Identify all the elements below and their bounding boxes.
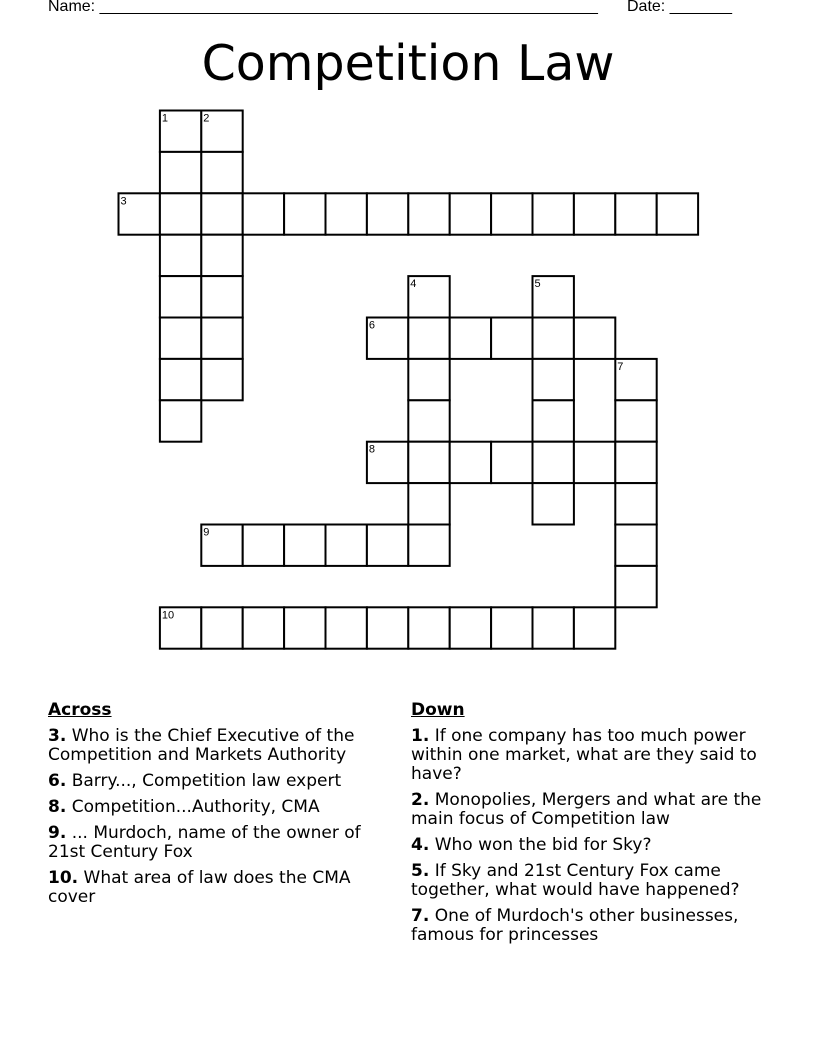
- grid-cell[interactable]: [491, 318, 532, 359]
- grid-cell[interactable]: [284, 607, 325, 648]
- grid-cell[interactable]: [408, 276, 449, 317]
- grid-cell[interactable]: [574, 318, 615, 359]
- down-clue: [411, 791, 766, 829]
- grid-cell[interactable]: [533, 193, 574, 234]
- clue-number: 1.: [411, 726, 430, 746]
- grid-cell[interactable]: [367, 442, 408, 483]
- grid-cell[interactable]: [367, 607, 408, 648]
- grid-cell[interactable]: [574, 442, 615, 483]
- clue-number-label: 4: [410, 278, 417, 291]
- across-clues: [48, 701, 393, 914]
- clue-text: Monopolies, Mergers and what are the main focus of Competition law: [411, 790, 762, 829]
- across-clue: [48, 869, 393, 907]
- clue-text: If Sky and 21st Century Fox came together, what would have happened?: [411, 861, 740, 900]
- grid-cell[interactable]: [408, 607, 449, 648]
- grid-cell[interactable]: [574, 193, 615, 234]
- grid-cell[interactable]: [450, 442, 491, 483]
- clue-number: 9.: [48, 823, 67, 843]
- page-title: Competition Law: [201, 35, 615, 92]
- grid-cell[interactable]: [615, 525, 656, 566]
- grid-cell[interactable]: [533, 276, 574, 317]
- grid-cell[interactable]: [408, 483, 449, 524]
- grid-cell[interactable]: [408, 400, 449, 441]
- grid-cell[interactable]: [615, 566, 656, 607]
- clue-number: 3.: [48, 726, 67, 746]
- grid-cell[interactable]: [408, 442, 449, 483]
- grid-cell[interactable]: [533, 400, 574, 441]
- grid-cell[interactable]: [160, 607, 201, 648]
- grid-cell[interactable]: [533, 359, 574, 400]
- grid-cell[interactable]: [367, 525, 408, 566]
- grid-cell[interactable]: [201, 318, 242, 359]
- grid-cell[interactable]: [408, 525, 449, 566]
- grid-cell[interactable]: [201, 276, 242, 317]
- grid-cell[interactable]: [284, 525, 325, 566]
- across-clue: [48, 772, 393, 791]
- clue-text: Competition...Authority, CMA: [66, 797, 320, 817]
- clue-number: 10.: [48, 868, 79, 888]
- grid-cell[interactable]: [450, 318, 491, 359]
- grid-cell[interactable]: [450, 193, 491, 234]
- clue-text: ... Murdoch, name of the owner of 21st Century Fox: [48, 823, 361, 862]
- grid-cell[interactable]: [533, 318, 574, 359]
- grid-cell[interactable]: [367, 318, 408, 359]
- clue-number: 6.: [48, 771, 67, 791]
- grid-cell[interactable]: [326, 607, 367, 648]
- across-clue: [48, 727, 393, 765]
- grid-cell[interactable]: [615, 442, 656, 483]
- across-heading: Across: [48, 700, 112, 720]
- grid-cell[interactable]: [533, 607, 574, 648]
- across-clue: [48, 798, 393, 817]
- down-heading: Down: [411, 700, 465, 720]
- grid-cell[interactable]: [243, 607, 284, 648]
- grid-cell[interactable]: [160, 152, 201, 193]
- clue-text: Who is the Chief Executive of the Competition and Markets Authority: [48, 726, 355, 765]
- grid-cell[interactable]: [160, 276, 201, 317]
- grid-cell[interactable]: [119, 193, 160, 234]
- clue-number-label: 1: [161, 112, 169, 125]
- grid-cell[interactable]: [201, 235, 242, 276]
- clue-number: 7.: [411, 906, 430, 926]
- clue-number-label: 8: [368, 443, 376, 456]
- grid-cell[interactable]: [160, 235, 201, 276]
- grid-cell[interactable]: [408, 193, 449, 234]
- grid-cell[interactable]: [615, 359, 656, 400]
- grid-cell[interactable]: [615, 193, 656, 234]
- clue-number-label: 3: [120, 195, 127, 208]
- date-line: Date: _______: [627, 0, 732, 15]
- clue-text: What area of law does the CMA cover: [48, 868, 351, 907]
- grid-cell[interactable]: [243, 525, 284, 566]
- grid-cell[interactable]: [657, 193, 698, 234]
- grid-cell[interactable]: [574, 607, 615, 648]
- down-clue: [411, 836, 766, 855]
- clue-number: 8.: [48, 797, 67, 817]
- grid-cell[interactable]: [491, 193, 532, 234]
- clue-number: 4.: [411, 835, 430, 855]
- grid-cell[interactable]: [615, 483, 656, 524]
- clue-text: Barry..., Competition law expert: [66, 771, 342, 791]
- grid-cell[interactable]: [533, 442, 574, 483]
- grid-cell[interactable]: [201, 152, 242, 193]
- clue-number: 2.: [411, 790, 430, 810]
- grid-cell[interactable]: [201, 525, 242, 566]
- clue-text: Who won the bid for Sky?: [429, 835, 652, 855]
- clue-number-label: 2: [203, 112, 210, 125]
- down-clues: [411, 701, 766, 952]
- grid-cell[interactable]: [326, 525, 367, 566]
- clue-number-label: 10: [161, 609, 175, 622]
- down-clue: [411, 907, 766, 945]
- grid-cell[interactable]: [160, 318, 201, 359]
- grid-cell[interactable]: [450, 607, 491, 648]
- grid-cell[interactable]: [243, 193, 284, 234]
- grid-cell[interactable]: [491, 442, 532, 483]
- grid-cell[interactable]: [615, 400, 656, 441]
- grid-cell[interactable]: [160, 111, 201, 152]
- name-line: Name: ________________________________________________________: [48, 0, 598, 15]
- grid-cell[interactable]: [201, 111, 242, 152]
- grid-cell[interactable]: [201, 607, 242, 648]
- down-clue: [411, 862, 766, 900]
- clue-number-label: 6: [368, 319, 376, 332]
- grid-cell[interactable]: [201, 359, 242, 400]
- clue-text: If one company has too much power within one market, what are they said to have?: [411, 726, 757, 784]
- clue-number: 5.: [411, 861, 430, 881]
- grid-cell[interactable]: [201, 193, 242, 234]
- grid-cell[interactable]: [160, 400, 201, 441]
- grid-cell[interactable]: [367, 193, 408, 234]
- grid-cell[interactable]: [160, 359, 201, 400]
- clue-text: One of Murdoch's other businesses, famous for princesses: [411, 906, 739, 945]
- grid-cell[interactable]: [491, 607, 532, 648]
- grid-cell[interactable]: [408, 318, 449, 359]
- clue-number-label: 9: [203, 526, 210, 539]
- clue-number-label: 7: [617, 360, 624, 373]
- clue-number-label: 5: [534, 278, 541, 291]
- grid-cell[interactable]: [326, 193, 367, 234]
- down-clue: [411, 727, 766, 784]
- grid-cell[interactable]: [284, 193, 325, 234]
- grid-cell[interactable]: [408, 359, 449, 400]
- grid-cell[interactable]: [533, 483, 574, 524]
- across-clue: [48, 824, 393, 862]
- grid-cell[interactable]: [160, 193, 201, 234]
